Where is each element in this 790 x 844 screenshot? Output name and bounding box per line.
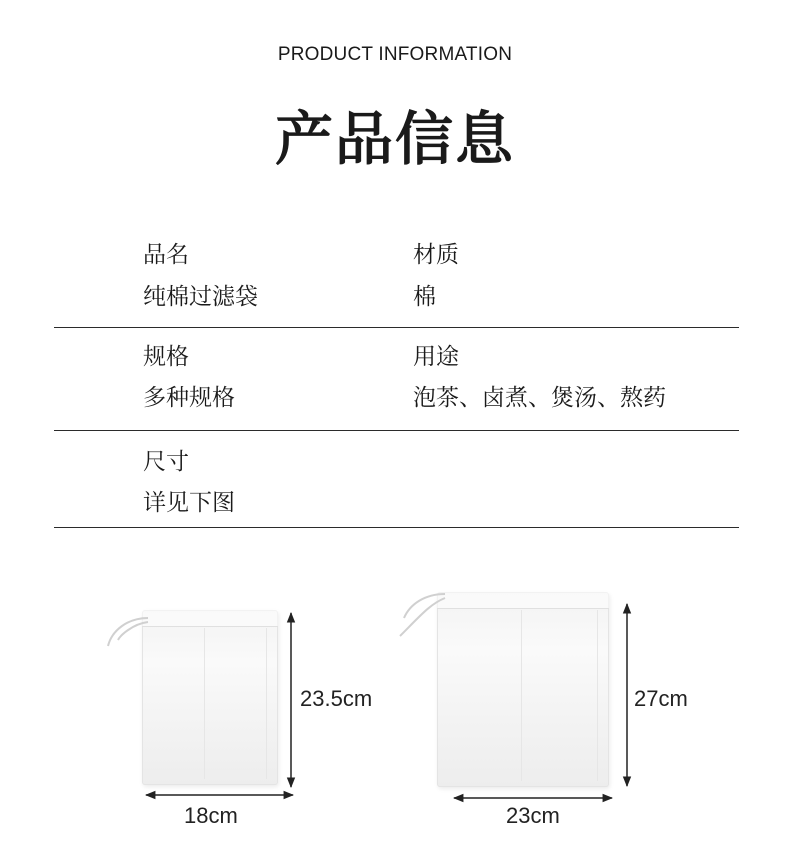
usage-label: 用途 xyxy=(413,344,459,370)
material-value: 棉 xyxy=(413,284,436,310)
material-label: 材质 xyxy=(413,242,459,268)
name-label: 品名 xyxy=(143,242,189,268)
spec-value: 多种规格 xyxy=(143,385,235,411)
large-bag-height-label: 27cm xyxy=(634,686,688,711)
name-value: 纯棉过滤袋 xyxy=(143,284,258,310)
size-label: 尺寸 xyxy=(143,449,189,475)
spec-label: 规格 xyxy=(143,344,189,370)
usage-value: 泡茶、卤煮、煲汤、熬药 xyxy=(413,385,666,411)
size-value: 详见下图 xyxy=(143,490,235,516)
large-bag-width-label: 23cm xyxy=(506,803,560,828)
small-bag-width-label: 18cm xyxy=(184,803,238,828)
page-title: 产品信息 xyxy=(274,105,515,173)
subtitle-en: PRODUCT INFORMATION xyxy=(277,44,513,65)
small-bag-height-label: 23.5cm xyxy=(300,686,373,711)
